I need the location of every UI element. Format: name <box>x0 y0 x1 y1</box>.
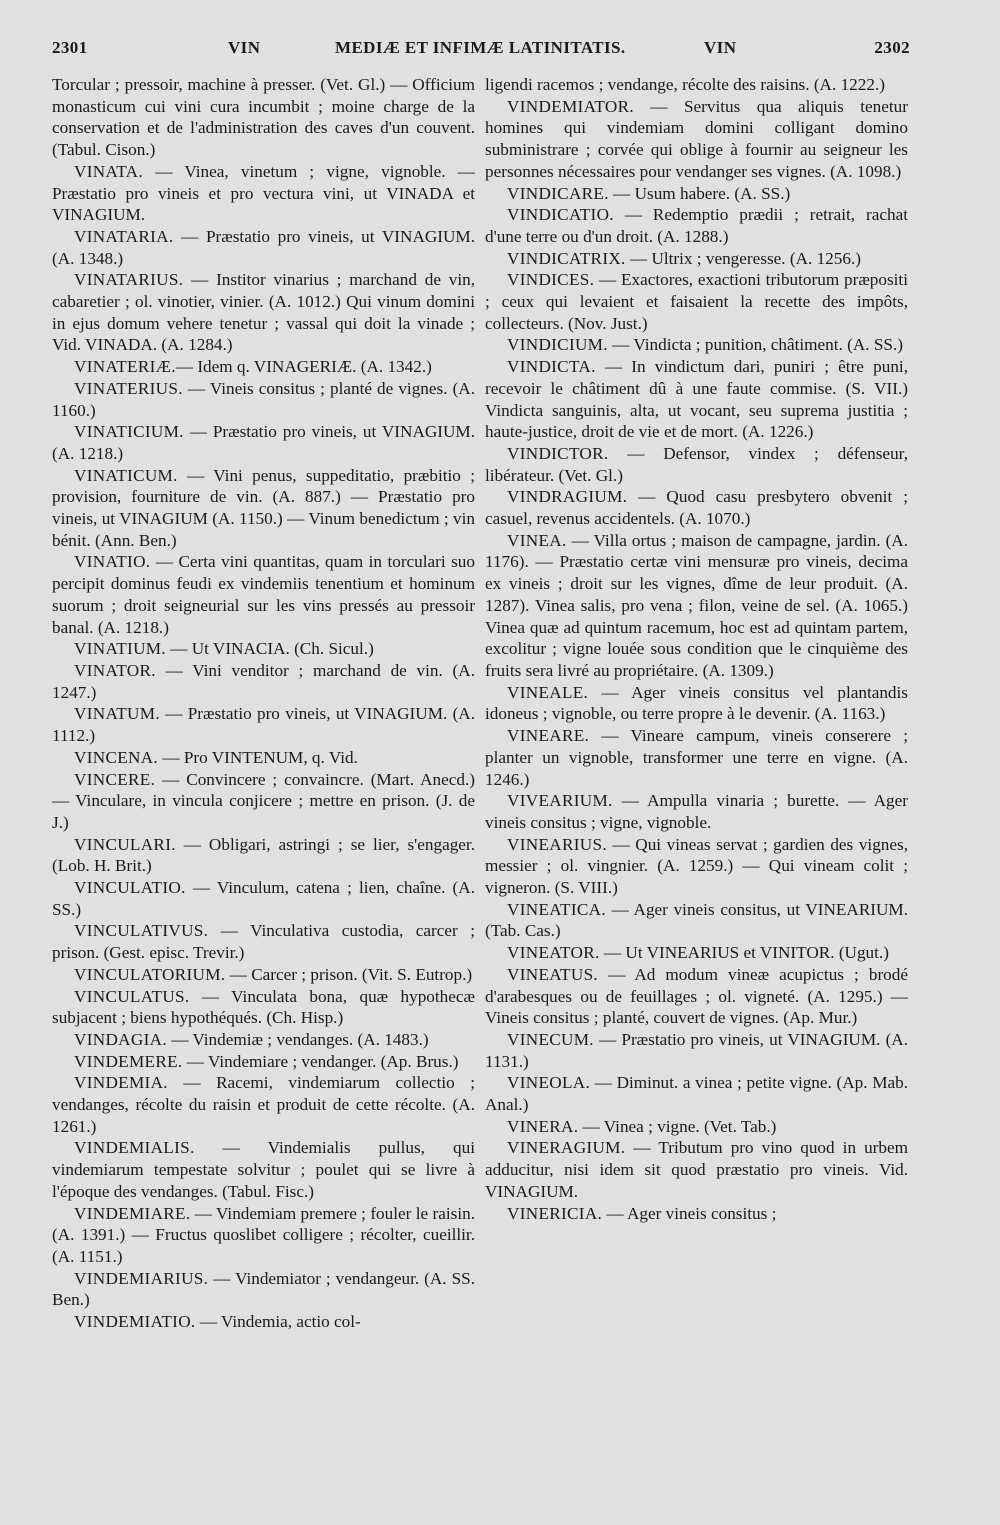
entry-headword: VINDICIUM. <box>507 335 608 355</box>
dictionary-entry <box>52 1029 475 1051</box>
dictionary-entry <box>52 226 475 269</box>
entry-headword: VINDEMIALIS. <box>74 1138 195 1158</box>
entry-headword: VINEA. <box>507 530 567 550</box>
entry-headword: VINCULARI. <box>74 834 176 854</box>
entry-definition: — Vindicta ; punition, châtiment. (A. SS.) <box>607 335 903 355</box>
entry-definition: — Vinculativa custodia, carcer ; prison. (Gest. episc. Trevir.) <box>52 921 475 963</box>
dictionary-entry <box>485 96 908 183</box>
entry-definition: ligendi racemos ; vendange, récolte des raisins. (A. 1222.) <box>485 75 885 94</box>
entry-headword: VINDEMIARIUS. <box>74 1268 209 1288</box>
dictionary-entry <box>485 942 908 964</box>
entry-headword: VINATICUM. <box>74 465 178 485</box>
dictionary-entry <box>485 1203 908 1225</box>
dictionary-entry <box>52 269 475 356</box>
dictionary-entry <box>485 834 908 899</box>
dictionary-entry <box>485 1072 908 1115</box>
entry-definition: — Vinea ; vigne. (Vet. Tab.) <box>578 1116 777 1136</box>
dictionary-entry <box>485 1116 908 1138</box>
entry-definition: — Quod casu presbytero obvenit ; casuel, revenus accidentels. (A. 1070.) <box>485 487 908 529</box>
entry-definition: — In vindictum dari, puniri ; être puni, recevoir le châtiment dû à une faute commise. (S. VII.) Vindicta sanguinis, alta, ut vocant, seu suprema justitia ; haute-justice, droit de vie et de mort. (A. 1226.) <box>485 357 908 442</box>
entry-headword: VINEARIUS. <box>507 834 607 854</box>
entry-headword: VINCULATIVUS. <box>74 921 209 941</box>
entry-definition: — Exactores, exactioni tributorum præpositi ; ceux qui levaient et faisaient la recette des impôts, collecteurs. (Nov. Just.) <box>485 270 908 333</box>
dictionary-entry <box>485 899 908 942</box>
dictionary-entry <box>485 790 908 833</box>
entry-headword: VINEATICA. <box>507 899 606 919</box>
entry-definition: — Vindemialis pullus, qui vindemiarum tempestate solvitur ; poulet qui se livre à l'époque des vendanges. (Tabul. Fisc.) <box>52 1138 475 1201</box>
entry-definition: — Vineis consitus ; planté de vignes. (A. 1160.) <box>52 378 475 420</box>
entry-definition: — Redemptio prædii ; retrait, rachat d'une terre ou d'un droit. (A. 1288.) <box>485 205 908 246</box>
entry-headword: VINDICTOR. <box>507 443 609 463</box>
entry-headword: VINDEMIA. <box>74 1073 168 1093</box>
right-page-number: 2302 <box>874 38 910 57</box>
entry-definition: — Convincere ; convaincre. (Mart. Anecd.) — Vinculare, in vincula conjicere ; mettre en prison. (J. de J.) <box>52 769 475 832</box>
dictionary-entry <box>485 356 908 443</box>
entry-headword: VINATARIUS. <box>74 270 184 290</box>
entry-headword: VINERAGIUM. <box>507 1138 626 1158</box>
dictionary-entry <box>485 269 908 334</box>
dictionary-entry <box>52 920 475 963</box>
entry-headword: VINATOR. <box>74 660 156 680</box>
entry-headword: VINDICATIO. <box>507 205 614 225</box>
entry-headword: VINDICARE. <box>507 183 609 203</box>
entry-definition: — Obligari, astringi ; se lier, s'engager. (Lob. H. Brit.) <box>52 834 475 876</box>
entry-definition: — Ut VINEARIUS et VINITOR. (Ugut.) <box>599 943 889 963</box>
entry-definition: — Vinculum, catena ; lien, chaîne. (A. SS.) <box>52 878 475 919</box>
entry-definition: — Vineare campum, vineis conserere ; planter un vignoble, transformer une terre en vigne. (A. 1246.) <box>485 726 908 789</box>
entry-definition: — Certa vini quantitas, quam in torculari suo percipit dominus feudi ex vindemiis tenentium et hominum suorum ; droit seigneurial sur les vins pressés au pressoir banal. (A. 1218.) <box>52 552 475 637</box>
entry-headword: VINDEMIATOR. <box>507 96 634 116</box>
entry-definition: Torcular ; pressoir, machine à presser. (Vet. Gl.) — Officium monasticum cui vini cura incumbit ; moine charge de la conservation et de l'administration des caves d'un couvent. (Tabul. Cison.) <box>52 75 475 160</box>
entry-headword: VINEATUS. <box>507 964 599 984</box>
entry-definition: — Ampulla vinaria ; burette. — Ager vineis consitus ; vigne, vignoble. <box>485 791 908 832</box>
entry-definition: — Vini venditor ; marchand de vin. (A. 1247.) <box>52 660 475 702</box>
dictionary-entry <box>52 747 475 769</box>
entry-headword: VINATA. <box>74 161 143 181</box>
entry-definition: — Pro VINTENUM, q. Vid. <box>158 747 358 767</box>
entry-headword: VINCULATORIUM. <box>74 964 226 984</box>
entry-definition: — Usum habere. (A. SS.) <box>608 183 791 203</box>
dictionary-entry <box>52 1051 475 1073</box>
entry-definition: — Ager vineis consitus vel plantandis idoneus ; vignoble, ou terre propre à le devenir. (A. 1163.) <box>485 682 908 724</box>
entry-definition: — Vini penus, suppeditatio, præbitio ; provision, fourniture de vin. (A. 887.) — Præstatio pro vineis, ut VINAGIUM (A. 1150.) — Vinum benedictum ; vin bénit. (Ann. Ben.) <box>52 465 475 550</box>
entry-definition: — Defensor, vindex ; défenseur, libérateur. (Vet. Gl.) <box>485 443 908 485</box>
entry-definition: — Ad modum vineæ acupictus ; brodé d'arabesques ou de feuillages ; ol. vigneté. (A. 1295.) — Vineis consitus ; planté, couvert de vignes. (Ap. Mur.) <box>485 964 908 1028</box>
entry-definition: — Vindemia, actio col- <box>195 1312 361 1332</box>
entry-definition: — Diminut. a vinea ; petite vigne. (Ap. Mab. Anal.) <box>485 1073 908 1115</box>
entry-definition: — Ultrix ; vengeresse. (A. 1256.) <box>625 248 861 268</box>
dictionary-entry <box>52 769 475 834</box>
dictionary-entry <box>52 378 475 421</box>
entry-headword: VINDICATRIX. <box>507 248 626 268</box>
entry-headword: VINATIO. <box>74 552 151 572</box>
entry-definition: — Villa ortus ; maison de campagne, jardin. (A. 1176). — Præstatio certæ vini mensuræ pro vineis, decima ex vineis ; droit sur les vignes, dîme de leur produit. (A. 1287). Vinea salis, pro vena ; filon, veine de sel. (A. 1065.) Vinea quæ ad quintum racemum, hoc est ad quintam partem, excolitur ; vigne louée sous condition que le cinquième des fruits sera livré au propriétaire. (A. 1309.) <box>485 530 908 680</box>
entry-headword: VINEALE. <box>507 682 589 702</box>
dictionary-entry <box>52 638 475 660</box>
dictionary-entry <box>52 74 475 161</box>
entry-definition: — Vindemiam premere ; fouler le raisin. (A. 1391.) — Fructus quoslibet colligere ; récolter, cueillir. (A. 1151.) <box>52 1203 475 1266</box>
dictionary-entry <box>485 183 908 205</box>
entry-headword: VINATICIUM. <box>74 422 184 442</box>
dictionary-entry <box>52 1137 475 1202</box>
dictionary-entry <box>52 356 475 378</box>
entry-definition: — Ut VINACIA. (Ch. Sicul.) <box>165 639 374 659</box>
entry-headword: VINATIUM. <box>74 639 166 659</box>
entry-headword: VINERA. <box>507 1116 579 1136</box>
dictionary-entry <box>52 421 475 464</box>
dictionary-entry <box>52 986 475 1029</box>
entry-headword: VINEARE. <box>507 726 590 746</box>
dictionary-entry <box>485 1029 908 1072</box>
entry-definition: — Præstatio pro vineis, ut VINAGIUM. (A. 1348.) <box>52 226 475 268</box>
entry-headword: VINATERIUS. <box>74 378 183 398</box>
left-page-number: 2301 <box>52 38 88 57</box>
entry-headword: VIVEARIUM. <box>507 791 613 811</box>
entry-definition: — Carcer ; prison. (Vit. S. Eutrop.) <box>225 964 473 984</box>
entry-headword: VINDRAGIUM. <box>507 487 628 507</box>
dictionary-entry <box>485 486 908 529</box>
entry-definition: — Vindemiator ; vendangeur. (A. SS. Ben.) <box>52 1268 475 1310</box>
dictionary-entry <box>52 551 475 638</box>
entry-headword: VINDEMERE. <box>74 1051 183 1071</box>
dictionary-entry <box>52 834 475 877</box>
dictionary-entry <box>52 703 475 746</box>
dictionary-entry <box>52 465 475 552</box>
dictionary-entry <box>485 964 908 1029</box>
dictionary-entry <box>485 725 908 790</box>
dictionary-entry <box>52 161 475 226</box>
dictionary-entry <box>485 204 908 247</box>
dictionary-entry <box>485 248 908 270</box>
entry-definition: — Servitus qua aliquis tenetur homines qui vindemiam domini colligant domino subministrare ; corvée qui oblige à fournir au seigneur les personnes nécessaires pour vendanger ses vignes. (A. 1098.) <box>485 96 908 181</box>
right-column <box>485 74 908 1514</box>
text-columns <box>52 74 908 1514</box>
entry-definition: — Præstatio pro vineis, ut VINAGIUM. (A. 1131.) <box>485 1029 908 1071</box>
entry-headword: VINDICTA. <box>507 357 596 377</box>
entry-headword: VINCERE. <box>74 769 156 789</box>
dictionary-entry <box>485 1137 908 1202</box>
entry-headword: VINCENA. <box>74 747 159 767</box>
entry-headword: VINDEMIARE. <box>74 1203 191 1223</box>
entry-headword: VINATERIÆ. <box>74 357 176 377</box>
dictionary-entry <box>485 682 908 725</box>
dictionary-entry <box>52 1311 475 1333</box>
dictionary-entry <box>52 1268 475 1311</box>
entry-headword: VINDEMIATIO. <box>74 1312 196 1332</box>
entry-headword: VINATARIA. <box>74 226 174 246</box>
entry-definition: — Idem q. VINAGERIÆ. (A. 1342.) <box>175 357 432 377</box>
entry-definition: — Vinculata bona, quæ hypothecæ subjacent ; biens hypothéqués. (Ch. Hisp.) <box>52 986 475 1028</box>
left-column <box>52 74 475 1514</box>
entry-definition: — Ager vineis consitus, ut VINEARIUM. (Tab. Cas.) <box>485 899 908 941</box>
entry-headword: VINERICIA. <box>507 1203 603 1223</box>
dictionary-entry <box>485 334 908 356</box>
entry-definition: — Vindemiæ ; vendanges. (A. 1483.) <box>166 1029 429 1049</box>
entry-definition: — Præstatio pro vineis, ut VINAGIUM. (A. 1218.) <box>52 422 475 463</box>
dictionary-entry <box>485 443 908 486</box>
left-catchword: VIN <box>228 38 261 57</box>
entry-headword: VINEOLA. <box>507 1073 591 1093</box>
entry-headword: VINDICES. <box>507 270 595 290</box>
dictionary-entry <box>485 530 908 682</box>
entry-definition: — Ager vineis consitus ; <box>602 1203 777 1223</box>
entry-headword: VINCULATUS. <box>74 986 190 1006</box>
entry-headword: VINECUM. <box>507 1029 594 1049</box>
entry-definition: — Qui vineas servat ; gardien des vignes, messier ; ol. vingnier. (A. 1259.) — Qui vineam colit ; vigneron. (S. VIII.) <box>485 834 908 898</box>
dictionary-entry <box>52 964 475 986</box>
entry-definition: — Racemi, vindemiarum collectio ; vendanges, récolte du raisin et produit de cette récolte. (A. 1261.) <box>52 1073 475 1136</box>
running-header <box>52 38 910 68</box>
entry-headword: VINCULATIO. <box>74 878 186 898</box>
running-title: MEDIÆ ET INFIMÆ LATINITATIS. <box>335 38 626 57</box>
entry-definition: — Vinea, vinetum ; vigne, vignoble. — Præstatio pro vineis et pro vectura vini, ut VINADA et VINAGIUM. <box>52 161 475 225</box>
entry-definition: — Institor vinarius ; marchand de vin, cabaretier ; ol. vinotier, vinier. (A. 1012.) Qui vinum domini in ejus domum vehere tenetur ; vassal qui doit la vinade ; Vid. VINADA. (A. 1284.) <box>52 270 475 355</box>
entry-definition: — Præstatio pro vineis, ut VINAGIUM. (A. 1112.) <box>52 704 475 746</box>
entry-headword: VINEATOR. <box>507 943 600 963</box>
dictionary-entry <box>52 1072 475 1137</box>
entry-headword: VINDAGIA. <box>74 1029 167 1049</box>
entry-headword: VINATUM. <box>74 704 160 724</box>
dictionary-entry <box>52 1203 475 1268</box>
entry-definition: — Tributum pro vino quod in urbem adducitur, nisi idem sit quod præstatio pro vineis. Vid. VINAGIUM. <box>485 1138 908 1201</box>
right-catchword: VIN <box>704 38 737 57</box>
dictionary-entry <box>485 74 908 96</box>
entry-definition: — Vindemiare ; vendanger. (Ap. Brus.) <box>182 1051 459 1071</box>
dictionary-entry <box>52 660 475 703</box>
dictionary-entry <box>52 877 475 920</box>
